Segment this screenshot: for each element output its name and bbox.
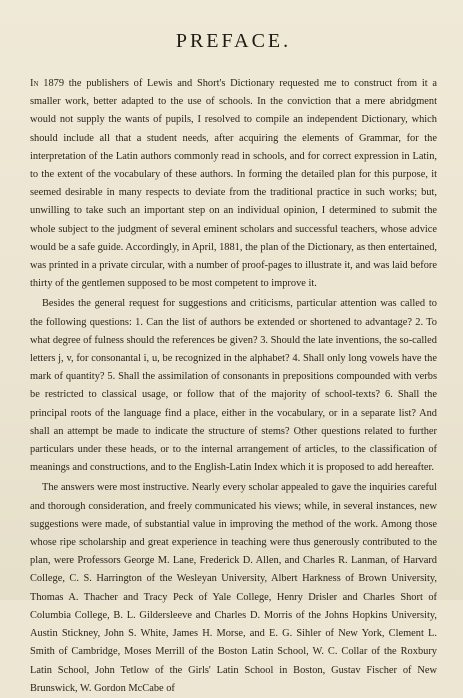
paragraph-1 [30,75,437,293]
paragraph-3-text: The answers were most instructive. Nearly every scholar appealed to gave the inquiries careful and thorough consideration, and freely communicated his views; while, in several instances, new suggestions were made, of substantial value in improving the method of the work. Among those whose ripe scholarship and great experience in teaching were thus generously contributed to the plan, were Professors George M. Lane, Frederick D. Allen, and Charles R. Lanman, of Harvard College, C. S. Harrington of the Wesleyan University, Albert Harkness of Brown University, Thomas A. Thacher and Tracy Peck of Yale College, Henry Drisler and Charles Short of Columbia College, B. L. Gildersleeve and Charles D. Morris of the Johns Hopkins University, Austin Stickney, John S. White, James H. Morse, and E. G. Sihler of New York, Clement L. Smith of Cambridge, Moses Merrill of the Boston Latin School, W. C. Collar of the Roxbury Latin School, John Tetlow of the Girls' Latin School in Boston, Gustav Fischer of New Brunswick, W. Gordon McCabe of [30,482,437,694]
paragraph-1-lead: In [30,78,39,89]
paragraph-3 [30,479,437,697]
paragraph-2-text: Besides the general request for suggestions and criticisms, particular attention was called to the following questions: 1. Can the list of authors be extended or shortened to advantage? 2. To what degree of fulness should the references be given? 3. Should the late inventions, the so-called letters j, v, for consonantal i, u, be recognized in the alphabet? 4. Shall only long vowels have the mark of quantity? 5. Shall the assimilation of consonants in prepositions compounded with verbs be restricted to classical usage, or follow that of the majority of school-texts? 6. Shall the principal roots of the language find a place, either in the vocabulary, or in a separate list? And shall an attempt be made to indicate the structure of stems? Other questions related to further particulars under these heads, or to the internal arrangement of articles, to the classification of meanings and constructions, and to the English-Latin Index which it is proposed to add hereafter. [30,298,437,474]
page-title: PREFACE. [175,30,292,52]
paragraph-2 [30,295,437,477]
paragraph-1-text: 1879 the publishers of Lewis and Short's Dictionary requested me to construct from it a smaller work, better adapted to the use of schools. In the conviction that a mere abridgment would not supply the wants of pupils, I resolved to compile an independent Dictionary, which should include all that a student needs, after acquiring the elements of Grammar, for the interpretation of the Latin authors commonly read in schools, and for correct expression in Latin, to the extent of the vocabulary of these authors. In forming the detailed plan for this purpose, it seemed desirable in many respects to deviate from the traditional practice in such works; but, unwilling to take such an important step on an individual opinion, I determined to submit the whole subject to the judgment of several eminent scholars and successful teachers, whose advice would be a safe guide. Accordingly, in April, 1881, the plan of the Dictionary, as then entertained, was printed in a private circular, with a number of proof-pages to illustrate it, and was laid before thirty of the gentlemen supposed to be most competent to improve it. [30,78,437,290]
